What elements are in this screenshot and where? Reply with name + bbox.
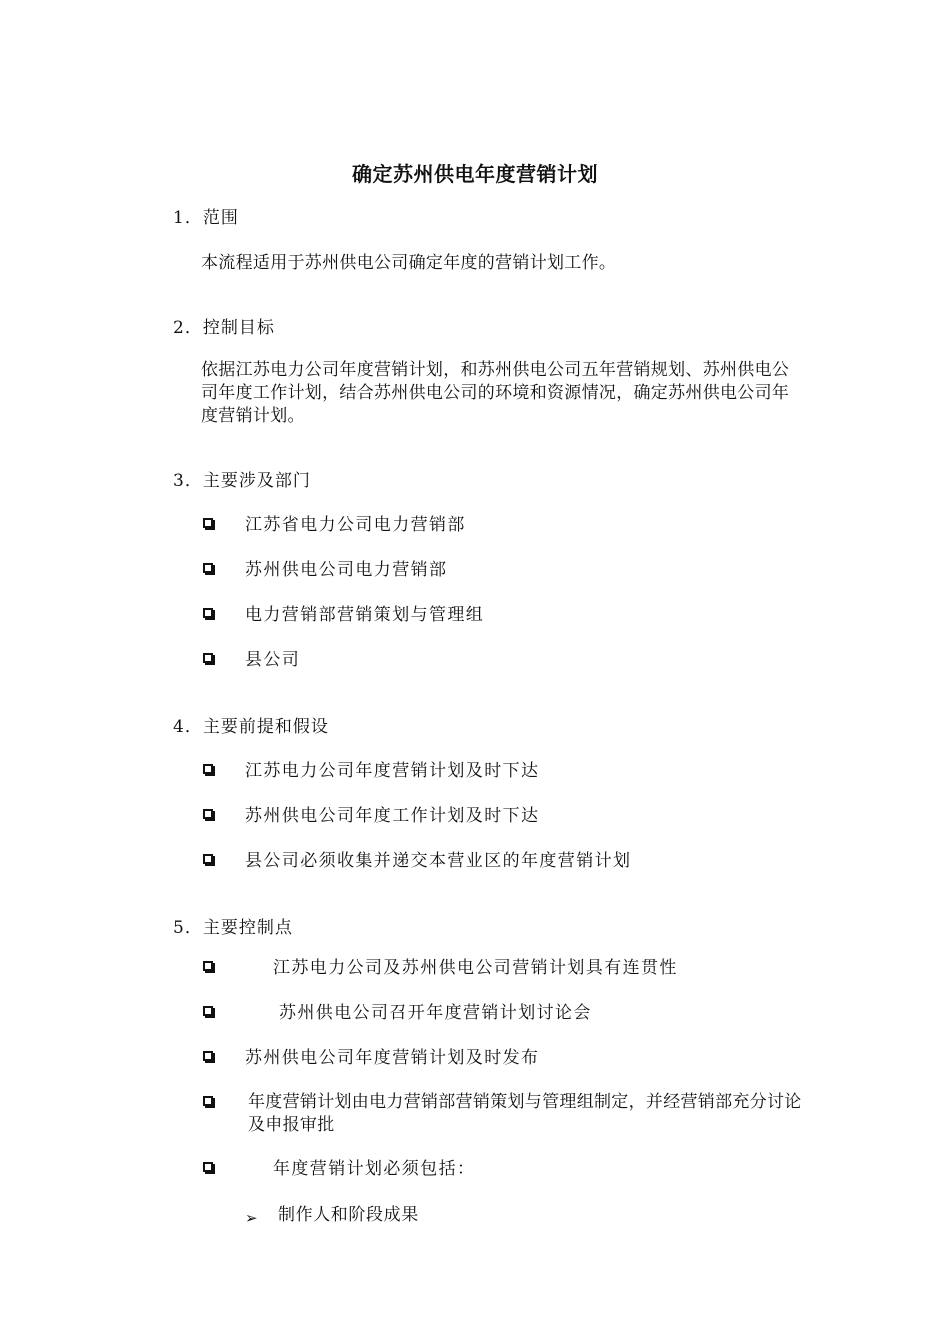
sub-list-item-text: 制作人和阶段成果 [278, 1205, 419, 1225]
list-item-text: 苏州供电公司年度工作计划及时下达 [245, 806, 540, 826]
section-heading-assumptions: 4．主要前提和假设 [173, 717, 329, 737]
checkbox-bullet-icon [203, 518, 213, 528]
list-item-text: 苏州供电公司年度营销计划及时发布 [245, 1048, 540, 1068]
checkbox-bullet-icon [203, 1096, 213, 1106]
list-item-text: 县公司必须收集并递交本营业区的年度营销计划 [245, 851, 632, 871]
list-item-text: 电力营销部营销策划与管理组 [245, 605, 485, 625]
section-paragraph-scope: 本流程适用于苏州供电公司确定年度的营销计划工作。 [201, 253, 617, 273]
arrow-bullet-icon: ➢ [245, 1209, 258, 1227]
checkbox-bullet-icon [203, 809, 213, 819]
section-heading-objective: 2．控制目标 [173, 318, 275, 338]
list-item-text: 县公司 [245, 650, 301, 670]
checkbox-bullet-icon [203, 961, 213, 971]
list-item-text: 苏州供电公司电力营销部 [245, 560, 448, 580]
checkbox-bullet-icon [203, 764, 213, 774]
checkbox-bullet-icon [203, 563, 213, 573]
list-item-text: 江苏电力公司年度营销计划及时下达 [245, 761, 540, 781]
checkbox-bullet-icon [203, 608, 213, 618]
list-item-text: 江苏省电力公司电力营销部 [245, 515, 466, 535]
list-item-text: 江苏电力公司及苏州供电公司营销计划具有连贯性 [273, 958, 678, 978]
checkbox-bullet-icon [203, 653, 213, 663]
checkbox-bullet-icon [203, 1006, 213, 1016]
document-title: 确定苏州供电年度营销计划 [352, 162, 598, 186]
section-heading-departments: 3．主要涉及部门 [173, 471, 311, 491]
section-heading-scope: 1．范围 [173, 208, 239, 228]
list-item-text: 苏州供电公司召开年度营销计划讨论会 [279, 1003, 592, 1023]
section-paragraph-objective: 依据江苏电力公司年度营销计划，和苏州供电公司五年营销规划、苏州供电公司年度工作计划，结合苏州供电公司的环境和资源情况，确定苏州供电公司年度营销计划。 [201, 360, 790, 426]
checkbox-bullet-icon [203, 1162, 213, 1172]
checkbox-bullet-icon [203, 854, 213, 864]
list-item-text: 年度营销计划必须包括： [273, 1159, 476, 1179]
list-item-text: 年度营销计划由电力营销部营销策划与管理组制定，并经营销部充分讨论及申报审批 [248, 1092, 802, 1135]
checkbox-bullet-icon [203, 1051, 213, 1061]
section-heading-control-points: 5．主要控制点 [173, 918, 293, 938]
